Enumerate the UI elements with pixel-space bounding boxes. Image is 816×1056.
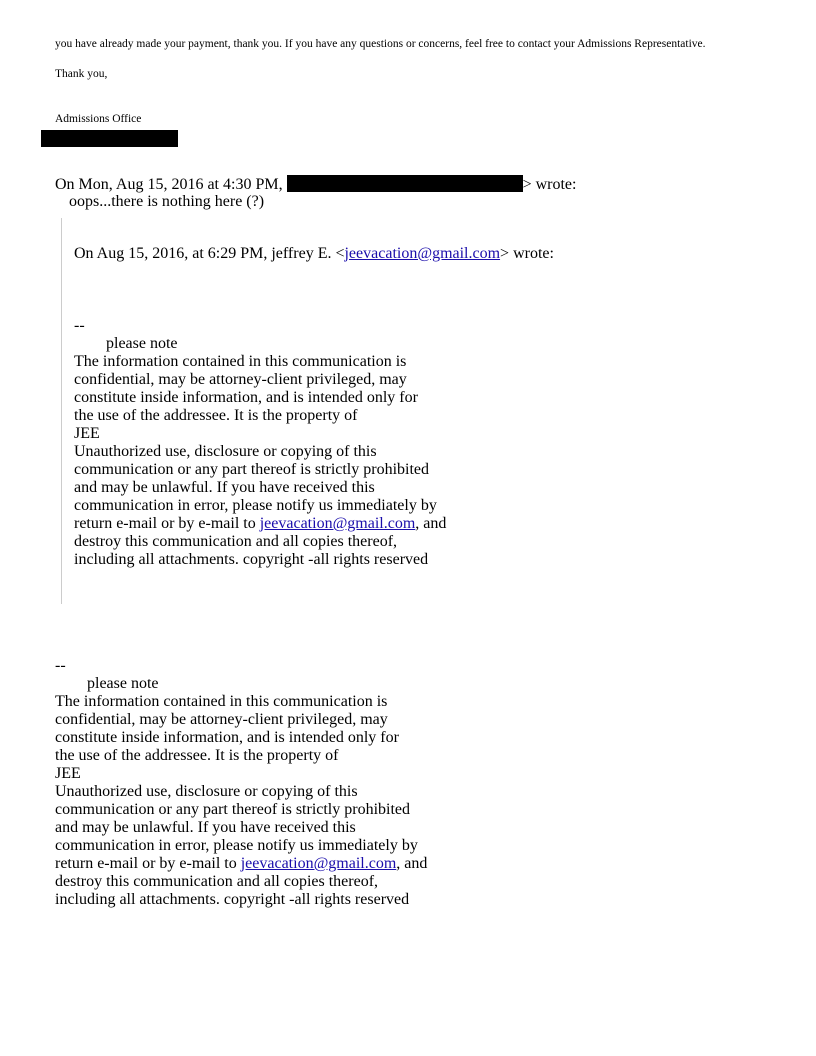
email-line-prefix: return e-mail or by e-mail to [55,855,241,872]
disclaimer-line: constitute inside information, and is intended only for [74,389,418,406]
email-link[interactable]: jeevacation@gmail.com [240,855,397,872]
disclaimer-line: destroy this communication and all copies thereof, [55,873,379,890]
disclaimer-line: the use of the addressee. It is the property of [74,407,358,424]
reply-header-suffix: > wrote: [500,245,554,262]
reply-header-prefix: On Aug 15, 2016, at 6:29 PM, jeffrey E. < [74,245,345,262]
disclaimer-email-line [55,855,427,873]
reply-header-suffix: > wrote: [522,176,577,193]
disclaimer-line: communication or any part thereof is strictly prohibited [74,461,430,478]
redaction-block [41,130,178,147]
reply-header-2 [74,245,554,263]
disclaimer-line: including all attachments. copyright -all rights reserved [55,891,410,908]
disclaimer-heading: please note [106,335,178,352]
email-line-suffix: , and [396,855,428,872]
disclaimer-line: confidential, may be attorney-client privileged, may [74,371,407,388]
disclaimer-line: the use of the addressee. It is the property of [55,747,339,764]
reply-header-1 [55,175,576,194]
disclaimer-heading: please note [87,675,159,692]
reply-body-1: oops...there is nothing here (?) [69,193,265,210]
disclaimer-line: Unauthorized use, disclosure or copying of this [74,443,377,460]
signature-separator: -- [55,657,66,674]
disclaimer-line: communication or any part thereof is strictly prohibited [55,801,411,818]
quoted-disclaimer [74,317,446,569]
disclaimer-line: Unauthorized use, disclosure or copying of this [55,783,358,800]
disclaimer-line: The information contained in this communication is [74,353,407,370]
disclaimer-line: communication in error, please notify us immediately by [55,837,418,854]
disclaimer-line: including all attachments. copyright -all rights reserved [74,551,429,568]
reply-header-prefix: On Mon, Aug 15, 2016 at 4:30 PM, [55,176,283,193]
disclaimer-line: JEE [55,765,81,782]
disclaimer-line: constitute inside information, and is intended only for [55,729,399,746]
email-link[interactable]: jeevacation@gmail.com [259,515,416,532]
redaction-block [287,175,523,192]
outer-disclaimer [55,657,427,909]
signature-line: Admissions Office [55,113,142,125]
email-link[interactable]: jeevacation@gmail.com [344,245,501,262]
disclaimer-line: communication in error, please notify us immediately by [74,497,437,514]
disclaimer-line: destroy this communication and all copies thereof, [74,533,398,550]
disclaimer-line: JEE [74,425,100,442]
quote-bar [61,218,62,604]
email-line-prefix: return e-mail or by e-mail to [74,515,260,532]
disclaimer-line: and may be unlawful. If you have received this [55,819,356,836]
disclaimer-line: The information contained in this communication is [55,693,388,710]
payment-note: you have already made your payment, thank you. If you have any questions or concerns, feel free to contact your Admissions Representative. [55,38,706,50]
disclaimer-line: confidential, may be attorney-client privileged, may [55,711,388,728]
disclaimer-line: and may be unlawful. If you have received this [74,479,375,496]
thank-you-line: Thank you, [55,68,108,80]
signature-separator: -- [74,317,85,334]
disclaimer-email-line [74,515,446,533]
email-line-suffix: , and [415,515,447,532]
